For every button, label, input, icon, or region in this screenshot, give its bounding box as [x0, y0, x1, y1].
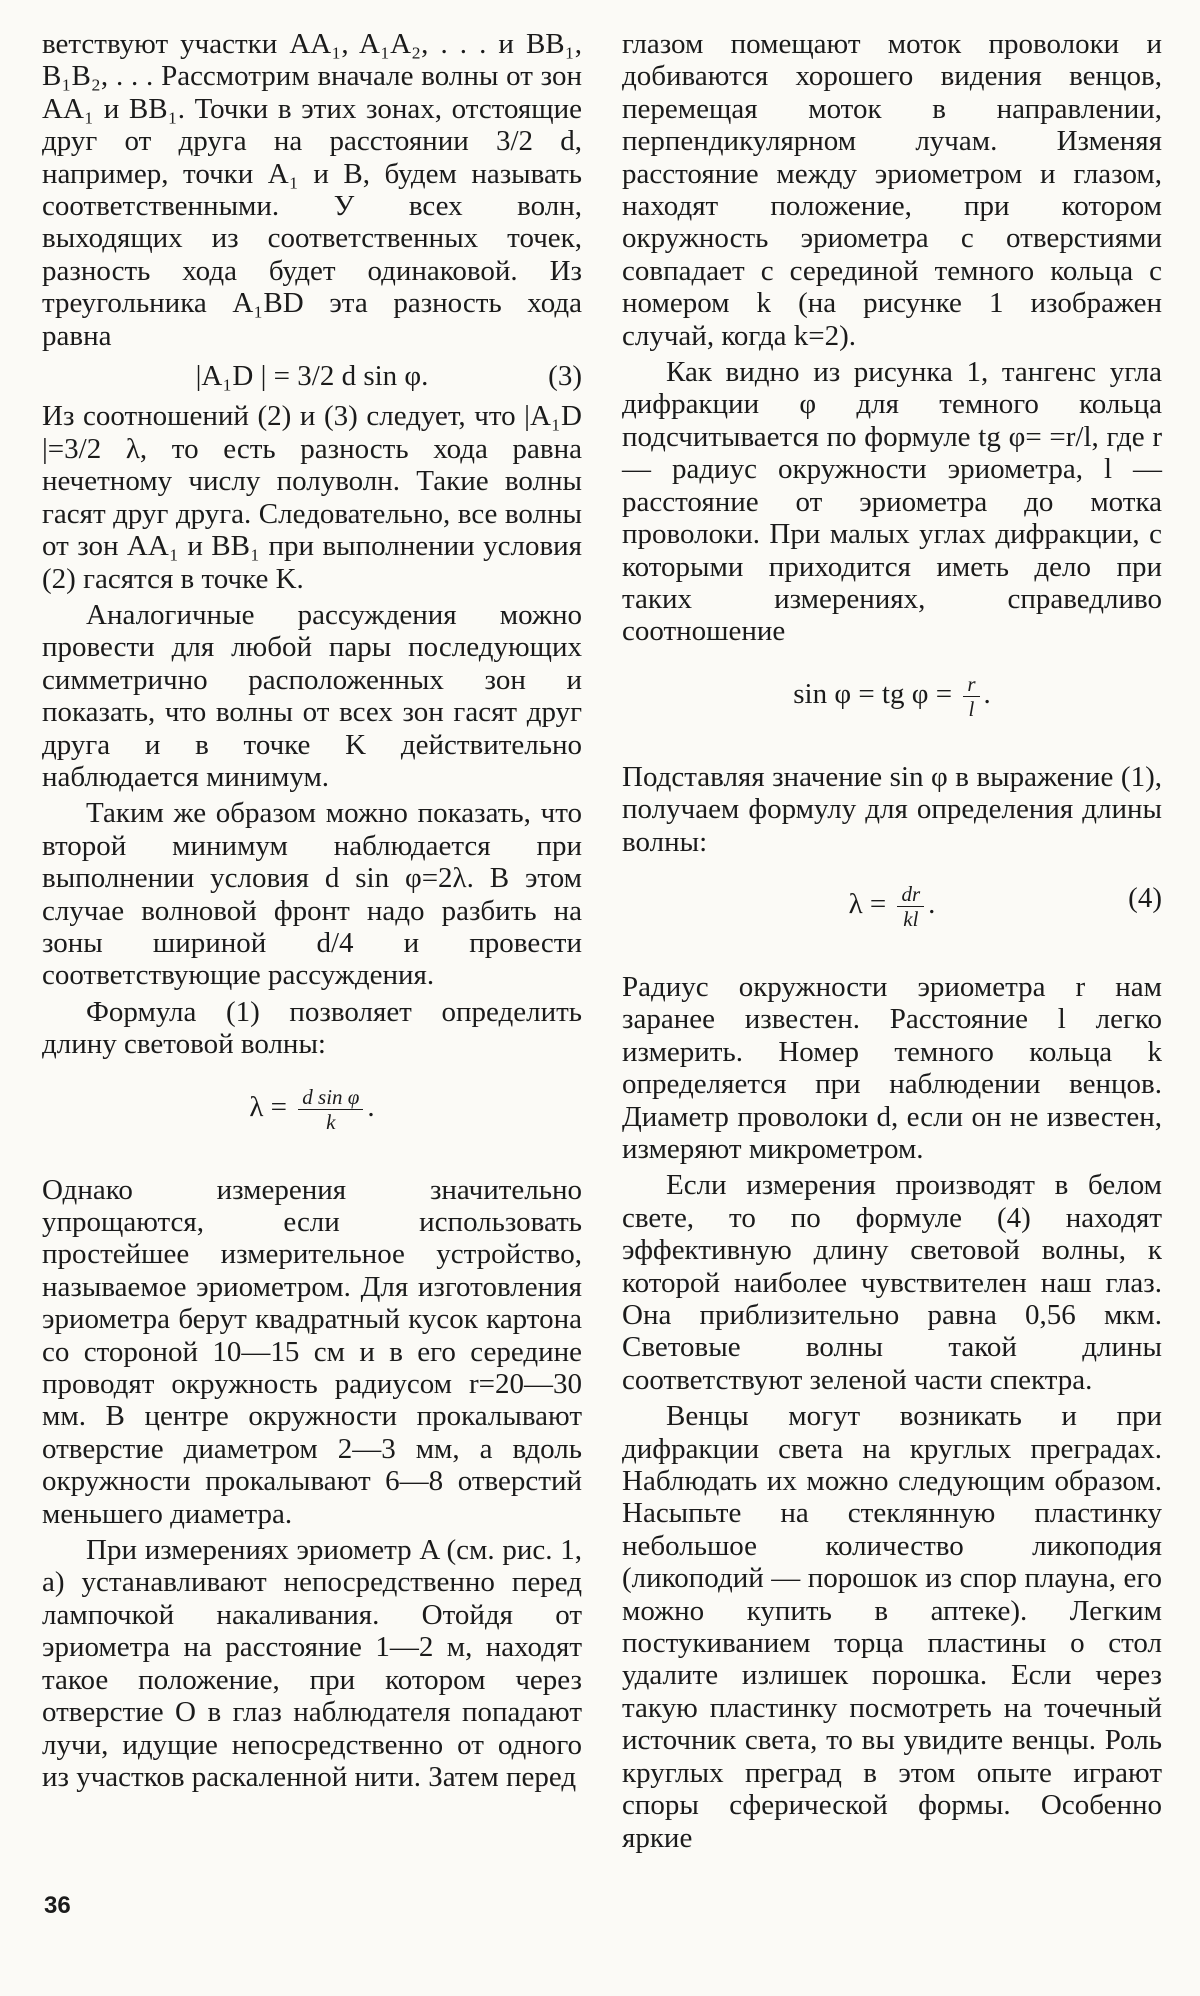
left-paragraph-2: Из соотношений (2) и (3) следует, что |A₁D |=3/2 λ, то есть разность хода равна нечетному числу полуволн. Такие волны гасят друг друга. Следовательно, все волны от зон AA₁ и BB₁ при выполнении условия (2) гасятся в точке K.	[42, 400, 582, 595]
equation-sin-end: .	[983, 677, 991, 710]
left-column	[42, 28, 582, 1793]
equation-4-number: (4)	[1128, 881, 1162, 914]
equation-sin-body	[793, 672, 991, 721]
right-paragraph-2: Как видно из рисунка 1, тангенс угла дифракции φ для темного кольца подсчитывается по формуле tg φ= =r/l, где r — радиус окружности эриометра, l — расстояние от эриометра до мотка проволоки. При малых углах дифракции, с которыми приходится иметь дело при таких измерениях, справедливо соотношение	[622, 356, 1162, 648]
left-paragraph-6: Однако измерения значительно упрощаются, если использовать простейшее измерительное устройство, называемое эриометром. Для изготовления эриометра берут квадратный кусок картона со стороной 10—15 см и в его середине проводят окружность радиусом r=20—30 мм. В центре окружности прокалывают отверстие диаметром 2—3 мм, а вдоль окружности прокалывают 6—8 отверстий меньшего диаметра.	[42, 1173, 582, 1530]
equation-3-number: (3)	[548, 360, 582, 393]
right-paragraph-3: Подставляя значение sin φ в выражение (1), получаем формулу для определения длины волны:	[622, 760, 1162, 858]
right-paragraph-4: Радиус окружности эриометра r нам заранее известен. Расстояние l легко измерить. Номер темного кольца k определяется при наблюдении венцов. Диаметр проволоки d, если он не известен, измеряют микрометром.	[622, 970, 1162, 1165]
left-paragraph-3: Аналогичные рассуждения можно провести для любой пары последующих симметрично расположенных зон и показать, что волны от всех зон гасят друг друга и в точке K действительно наблюдается минимум.	[42, 598, 582, 793]
right-paragraph-5: Если измерения производят в белом свете, то по формуле (4) находят эффективную длину световой волны, к которой наиболее чувствителен наш глаз. Она приблизительно равна 0,56 мкм. Световые волны такой длины соответствуют зеленой части спектра.	[622, 1169, 1162, 1396]
equation-4	[622, 882, 1162, 931]
right-paragraph-1: глазом помещают моток проволоки и добиваются хорошего видения венцов, перемещая моток в направлении, перпендикулярном лучам. Изменяя расстояние между эриометром и глазом, находят положение, при котором окружность эриометра с отверстиями совпадает с серединой темного кольца с номером k (на рисунке 1 изображен случай, когда k=2).	[622, 28, 1162, 352]
equation-3	[42, 360, 582, 392]
equation-4-lhs: λ =	[848, 888, 887, 921]
equation-sin-lhs: sin φ = tg φ =	[793, 677, 953, 710]
equation-lambda-end: .	[367, 1090, 375, 1123]
left-paragraph-1: ветствуют участки AA₁, A₁A₂, . . . и BB₁, B₁B₂, . . . Рассмотрим вначале волны от зон AA₁ и BB₁. Точки в этих зонах, отстоящие друг от друга на расстоянии 3/2 d, например, точки A₁ и B, будем называть соответственными. У всех волн, выходящих из соответственных точек, разность хода будет одинаковой. Из треугольника A₁BD эта разность хода равна	[42, 28, 582, 352]
equation-3-formula: |A₁D | = 3/2 d sin φ.	[195, 360, 429, 393]
equation-sin-fraction	[963, 672, 979, 721]
equation-4-denominator: kl	[903, 906, 919, 931]
equation-sin	[622, 672, 1162, 721]
left-paragraph-5: Формула (1) позволяет определить длину световой волны:	[42, 995, 582, 1061]
equation-lambda	[42, 1085, 582, 1134]
equation-4-end: .	[928, 888, 936, 921]
equation-lambda-body	[249, 1085, 374, 1134]
page-number: 36	[44, 1892, 71, 1919]
equation-4-numerator: dr	[897, 882, 924, 907]
left-paragraph-4: Таким же образом можно показать, что второй минимум наблюдается при выполнении условия d sin φ=2λ. В этом случае волновой фронт надо разбить на зоны шириной d/4 и провести соответствующие рассуждения.	[42, 797, 582, 992]
right-paragraph-6: Венцы могут возникать и при дифракции света на круглых преградах. Наблюдать их можно следующим образом. Насыпьте на стеклянную пластинку небольшое количество ликоподия (ликоподий — порошок из спор плауна, его можно купить в аптеке). Легким постукиванием торца пластины о стол удалите излишек порошка. Если через такую пластинку посмотреть на точечный источник света, то вы увидите венцы. Роль круглых преград в этом опыте играют споры сферической формы. Особенно яркие	[622, 1400, 1162, 1854]
equation-4-body	[849, 882, 936, 931]
equation-lambda-lhs: λ =	[249, 1090, 288, 1123]
right-column	[622, 28, 1162, 1854]
left-paragraph-7: При измерениях эриометр A (см. рис. 1, a) устанавливают непосредственно перед лампочкой накаливания. Отойдя от эриометра на расстояние 1—2 м, находят такое положение, при котором через отверстие O в глаз наблюдателя попадают лучи, идущие непосредственно от одного из участков раскаленной нити. Затем перед	[42, 1534, 582, 1793]
equation-lambda-numerator: d sin φ	[298, 1085, 363, 1110]
equation-sin-denominator: l	[968, 696, 975, 721]
equation-lambda-denominator: k	[326, 1109, 336, 1134]
equation-sin-numerator: r	[963, 672, 979, 697]
equation-lambda-fraction	[298, 1085, 363, 1134]
equation-4-fraction	[897, 882, 924, 931]
